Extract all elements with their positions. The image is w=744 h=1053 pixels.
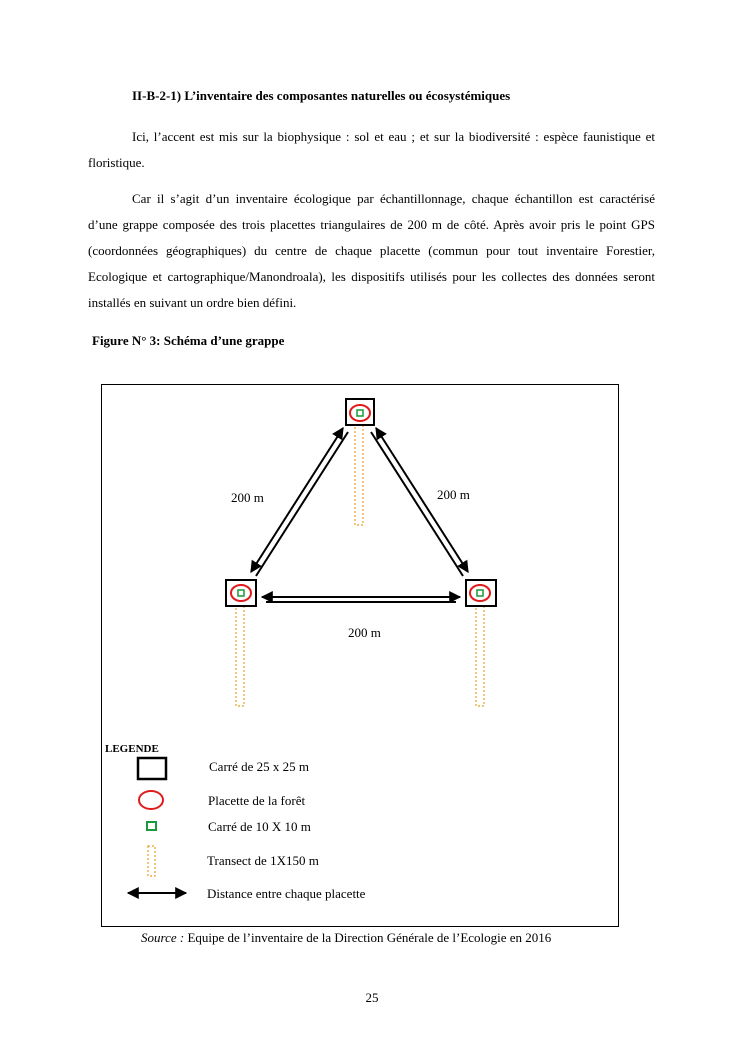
plot-top [346,399,374,425]
distance-label-left: 200 m [231,490,264,505]
legend-label-square: Carré de 25 x 25 m [209,759,310,774]
paragraph-2: Car il s’agit d’un inventaire écologique par échantillonnage, chaque échantillon est caractérisé d’une grappe composée des trois placettes triangulaires de 200 m de côté. Après avoir pris le point GPS (coordonnées géographiques) du centre de chaque placette (commun pour tout inventaire Forestier, Ecologique et cartographique/Manondroala), les dispositifs utilisés pour les collectes des données seront installés en suivant un ordre bien défini. [88,191,655,310]
distance-label-bottom: 200 m [348,625,381,640]
green-square-icon [147,822,156,830]
legend-label-small-square: Carré de 10 X 10 m [208,819,311,834]
figure-source: Source : Equipe de l’inventaire de la Direction Générale de l’Ecologie en 2016 [141,930,552,945]
transect-left [236,606,244,706]
distance-label-right: 200 m [437,487,470,502]
black-square-icon [138,758,166,779]
page-number: 25 [365,990,379,1005]
transect-right [476,606,484,706]
plot-left [226,580,256,606]
legend-label-plot: Placette de la forêt [208,793,306,808]
red-circle-icon [139,791,163,809]
transect-top [355,425,363,525]
legend-title: LEGENDE [105,743,159,755]
arrow-bottom-side [262,597,460,602]
legend-label-distance: Distance entre chaque placette [207,886,366,901]
figure-title: Figure N° 3: Schéma d’une grappe [92,333,285,348]
arrow-right-side [371,428,468,576]
arrow-left-side [251,428,348,576]
paragraph-1: Ici, l’accent est mis sur la biophysique : sol et eau ; et sur la biodiversité : espèce faunistique et floristique. [88,129,655,170]
section-heading: II-B-2-1) L’inventaire des composantes naturelles ou écosystémiques [132,88,511,103]
legend-label-transect: Transect de 1X150 m [207,853,319,868]
dotted-transect-icon [148,846,155,876]
plot-right [466,580,496,606]
